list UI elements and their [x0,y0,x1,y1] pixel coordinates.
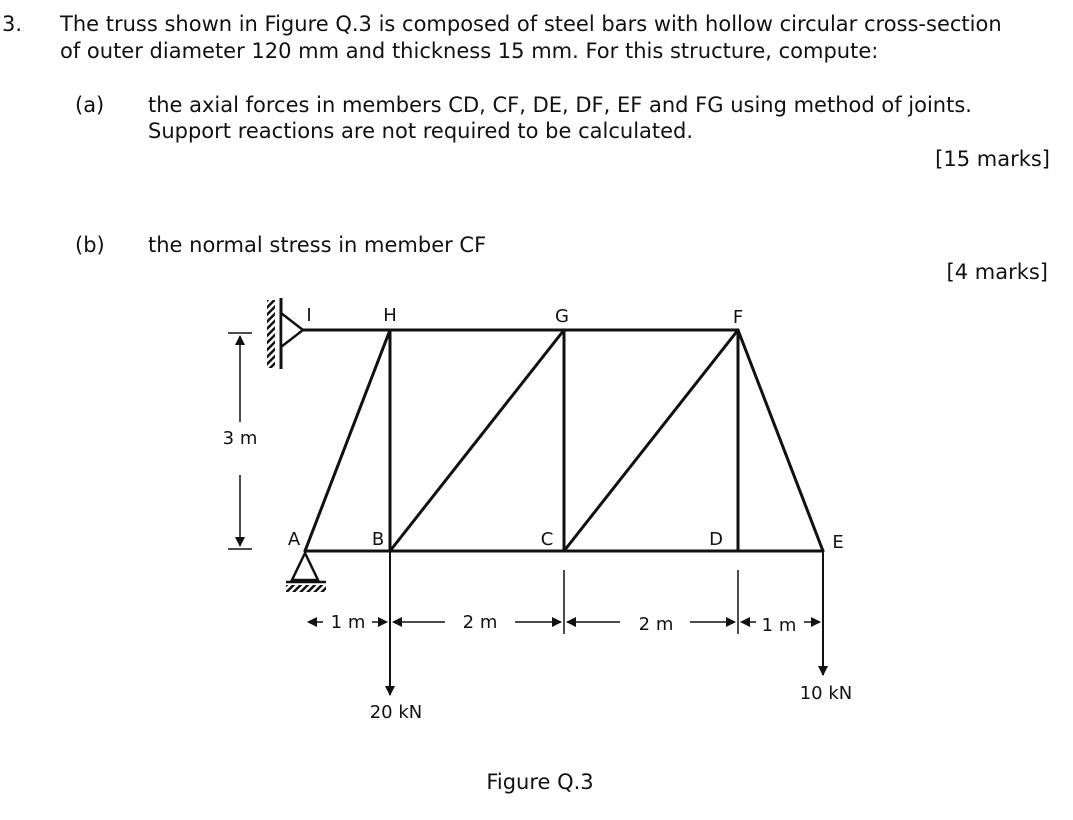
part-a-label: (a) [75,93,105,117]
span-dimensions [308,570,820,634]
node-label-C: C [540,529,554,550]
part-b-line-1: the normal stress in member CF [148,233,487,257]
node-label-D: D [709,529,723,550]
span-dim-CD: 2 m [638,614,674,635]
load-arrows [390,551,823,695]
span-dim-BC: 2 m [462,612,498,633]
member-AH [305,330,390,551]
node-label-G: G [555,306,569,327]
node-label-F: F [732,307,744,328]
part-b-label: (b) [75,233,105,257]
node-label-B: B [371,529,385,550]
figure-caption: Figure Q.3 [486,770,594,794]
question-intro-line-2: of outer diameter 120 mm and thickness 15 mm. For this structure, compute: [60,39,879,63]
part-a-marks: [15 marks] [935,147,1050,171]
node-label-I: I [306,305,312,326]
pin-support-I [267,298,303,369]
span-dim-AB: 1 m [330,612,366,633]
part-a-line-1: the axial forces in members CD, CF, DE, DF, EF and FG using method of joints. [148,93,972,117]
node-label-E: E [832,532,844,553]
question-number: 3. [2,12,23,36]
member-CF [564,330,738,551]
member-EF [738,330,823,551]
part-a-line-2: Support reactions are not required to be calculated. [148,119,694,143]
load-label-E: 10 kN [799,683,853,704]
node-label-A: A [287,529,301,550]
part-b-marks: [4 marks] [946,260,1048,284]
load-label-B: 20 kN [369,702,423,723]
node-label-H: H [383,305,397,326]
pin-support-A [286,553,326,592]
question-intro-line-1: The truss shown in Figure Q.3 is composed of steel bars with hollow circular cross-section [60,12,1002,36]
member-BG [390,330,564,551]
span-dim-DE: 1 m [761,615,797,636]
height-dimension-label: 3 m [222,428,258,449]
